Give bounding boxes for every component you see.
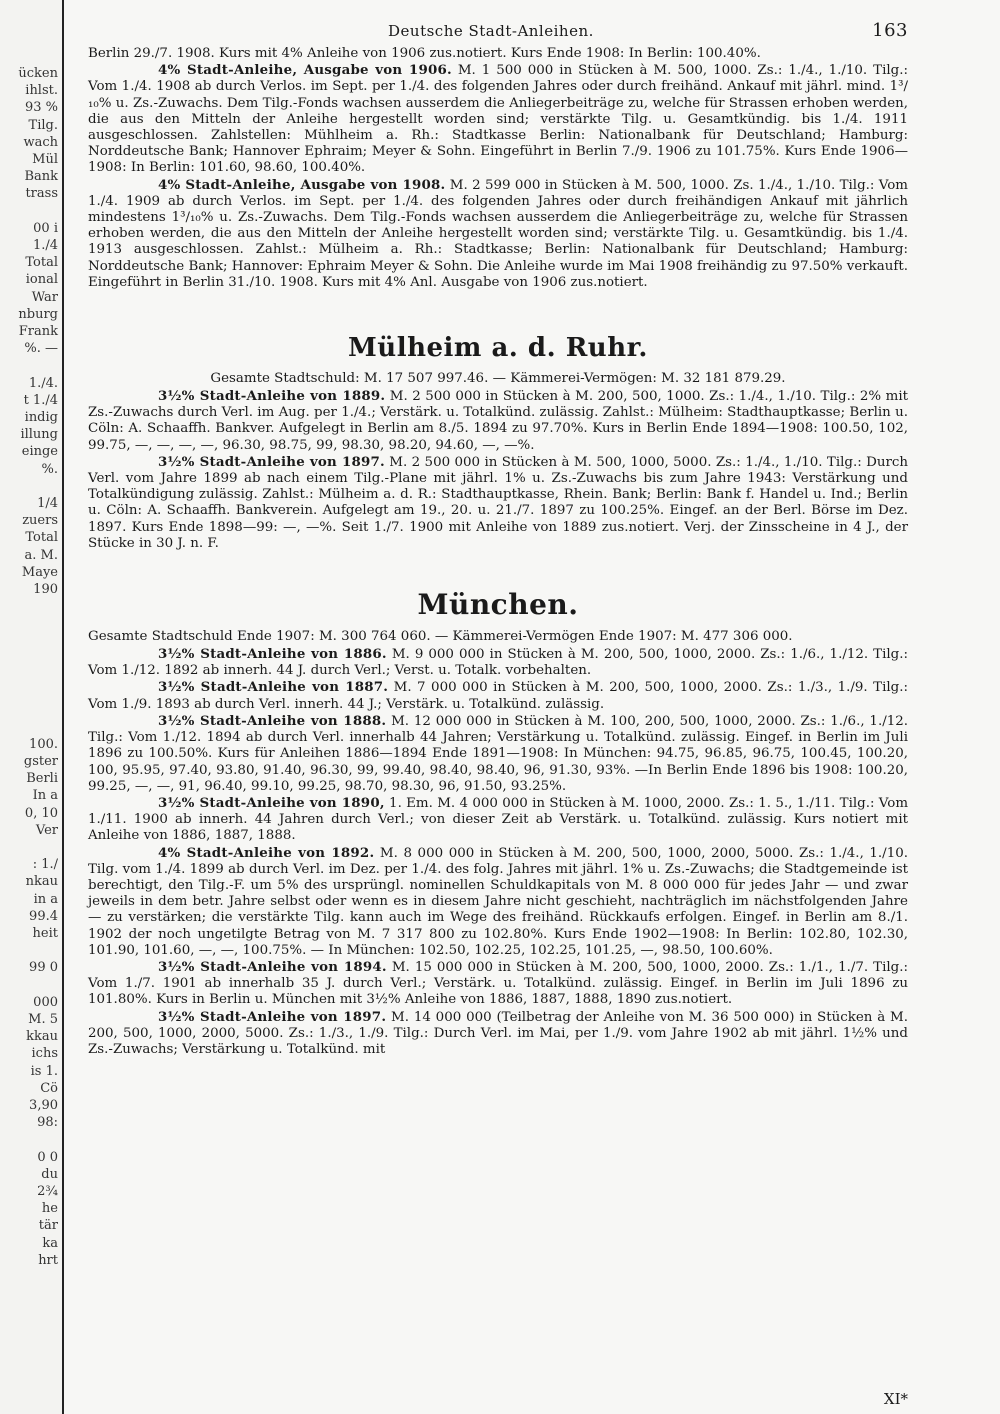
gutter-fragment: he	[41, 1201, 58, 1217]
continuation-text: Berlin 29./7. 1908. Kurs mit 4% Anleihe von 1906 zus.notiert. Kurs Ende 1908: In Berlin: 100.40%.	[88, 46, 761, 61]
page-number: 163	[872, 20, 908, 41]
gutter-fragment: Tilg.	[28, 117, 58, 133]
loan-text: M. 2 599 000 in Stücken à M. 500, 1000. Zs. 1./4., 1./10. Tilg.: Vom 1./4. 1909 ab durch Verlos. im Sept. per 1./4. des folgenden Jahres oder durch freihändigen Ankauf mit jährlich mindestens 1³/₁₀% u. Zs.-Zuwachs. Dem Tilg.-Fonds wachsen ausserdem die Anliegerbeiträge zu, welche für Strassen erhoben werden, die aus den Mitteln der Anleihe hergestellt worden sind; verstärkte Tilg. u. Gesamtkündig. bis 1./4. 1913 ausgeschlossen. Zahlst.: Mülheim a. Rh.: Stadtkasse; Berlin: Nationalbank für Deutschland; Hamburg: Norddeutsche Bank; Hannover: Ephraim Meyer & Sohn. Die Anleihe wurde im Mai 1908 freihändig zu 97.50% verkauft. Eingeführt in Berlin 31./10. 1908. Kurs mit 4% Anl. Ausgabe von 1906 zus.notiert.	[88, 177, 908, 290]
gutter-fragment: zuers	[22, 513, 58, 529]
muelheim-ruhr-section	[88, 388, 908, 552]
gutter-fragment: ihlst.	[25, 83, 58, 99]
city-heading-muelheim-ruhr: Mülheim a. d. Ruhr.	[348, 333, 648, 364]
gutter-fragment: Total	[25, 255, 58, 271]
gutter-fragment: Cö	[40, 1080, 58, 1096]
gutter-fragment: 3,90	[29, 1098, 58, 1113]
gutter-fragment: ka	[42, 1235, 58, 1251]
loan-title: 3½% Stadt-Anleihe von 1888.	[158, 712, 387, 729]
gutter-fragment: wach	[23, 134, 58, 150]
gutter-fragment: heit	[32, 926, 58, 941]
gutter-fragment: 2¾	[37, 1184, 58, 1199]
gutter-fragment: Mül	[32, 152, 58, 167]
gutter-fragment: : 1./	[32, 857, 58, 873]
gutter-fragment: is 1.	[30, 1063, 58, 1079]
running-title: Deutsche Stadt-Anleihen.	[388, 22, 594, 40]
loan-text: M. 8 000 000 in Stücken à M. 200, 500, 1000, 2000, 5000. Zs.: 1./4., 1./10. Tilg. vom 1./4. 1899 ab durch Verl. im Dez. per 1./4. des folg. Jahres mit jährl. 1% u. Zs.-Zuwachs; die Stadtgemeinde ist berechtigt, den Tilg.-F. um 5% des ursprüngl. nominellen Schuldkapitals von M. 8 000 000 für jedes Jahr — und zwar jeweils in dem betr. Jahre selbst oder wenn es in diesem Jahre nicht geschieht, nachträglich im nächstfolgenden Jahre — zu verstärken; die verstärkte Tilg. kann auch im Wege des freihänd. Rückkaufs erfolgen. Eingef. in Berlin am 8./1. 1902 der noch ungetilgte Betrag von M. 7 317 800 zu 102.80%. Kurs Ende 1902—1908: In Berlin: 102.80, 102.30, 101.90, 101.60, —, —, 100.75%. — In München: 102.50, 102.25, 102.25, 101.25, —, 98.50, 100.60%.	[88, 845, 908, 958]
gutter-fragment: 000	[33, 994, 58, 1010]
gutter-fragment: Maye	[21, 564, 58, 580]
gutter-fragment: Frank	[18, 324, 58, 339]
loan-text: M. 2 500 000 in Stücken à M. 200, 500, 1000. Zs.: 1./4., 1./10. Tilg.: 2% mit Zs.-Zuwachs durch Verl. im Aug. per 1./4.; Verstärk. u. Totalkünd. zulässig. Zahlst.: Mülheim: Stadthauptkasse; Berlin u. Cöln: A. Schaaffh. Bankver. Aufgelegt in Berlin am 8./5. 1894 zu 97.70%. Kurs in Berlin Ende 1894—1908: 100.50, 102, 99.75, —, —, —, —, 96.30, 98.75, 99, 98.30, 98.20, 94.60, —, —%.	[88, 389, 908, 453]
city-debt-summary: Gesamte Stadtschuld Ende 1907: M. 300 764 060. — Kämmerei-Vermögen Ende 1907: M. 477 306 000.	[88, 629, 793, 645]
loan-entry	[88, 177, 908, 291]
loan-title: 4% Stadt-Anleihe, Ausgabe von 1906.	[158, 62, 452, 79]
city-heading-muenchen: München.	[417, 588, 579, 622]
gutter-fragment: du	[41, 1166, 58, 1182]
loan-entry	[88, 454, 908, 552]
gutter-fragment: %.	[41, 461, 58, 477]
gutter-fragment: t 1./4	[23, 392, 58, 408]
gutter-fragment: 99.4	[29, 908, 58, 924]
loan-title: 3½% Stadt-Anleihe von 1886.	[158, 646, 387, 663]
gutter-fragment: ücken	[18, 66, 58, 81]
gutter-fragment: 00 i	[33, 220, 58, 236]
gutter-fragment: 1./4.	[28, 375, 58, 391]
loan-title: 3½% Stadt-Anleihe von 1894.	[158, 958, 387, 975]
gutter-fragment: ichs	[31, 1046, 58, 1062]
gutter-fragment: trass	[25, 186, 58, 202]
gutter-fragment: %. —	[24, 341, 58, 357]
loan-text: M. 12 000 000 in Stücken à M. 100, 200, 500, 1000, 2000. Zs.: 1./6., 1./12. Tilg.: Vom 1./12. 1894 ab durch Verl. innerhalb 44 Jahren; Verstärkung u. Totalkünd. zulässig. Eingef. in Berlin im Juli 1896 zu 100.50%. Kurs für Anleihen 1886—1894 Ende 1891—1908: In München: 94.75, 96.85, 96.75, 100.45, 100.20, 100, 95.95, 97.40, 93.80, 91.40, 96.30, 99, 99.40, 98.40, 98.40, 96, 91.30, 93%. —In Berlin Ende 1896 bis 1908: 100.20, 99.25, —, —, 91, 96.40, 99.10, 99.25, 98.70, 98.30, 96, 91.50, 93.25%.	[88, 713, 909, 794]
loan-text: M. 15 000 000 in Stücken à M. 200, 500, 1000, 2000. Zs.: 1./1., 1./7. Tilg.: Vom 1./7. 1901 ab innerhalb 35 J. durch Verl.; Verstärk. u. Totalkünd. zulässig. Eingef. in Berlin im Juli 1896 zu 101.80%. Kurs in Berlin u. München mit 3½% Anleihe von 1886, 1887, 1888, 1890 zus.notiert.	[88, 959, 909, 1008]
loan-title: 4% Stadt-Anleihe, Ausgabe von 1908.	[158, 176, 446, 193]
gutter-fragment: nburg	[18, 306, 58, 322]
gutter-fragment: Bank	[24, 169, 58, 185]
loan-entry	[88, 845, 908, 959]
gutter-fragment: 0, 10	[24, 805, 58, 821]
loan-entry	[88, 646, 908, 679]
gutter-fragment: tär	[38, 1218, 58, 1234]
gutter-fragment: hrt	[38, 1252, 58, 1268]
gutter-fragment: Total	[25, 530, 58, 546]
loan-title: 3½% Stadt-Anleihe von 1897.	[158, 1008, 387, 1025]
gutter-fragment: In a	[32, 788, 58, 804]
gutter-fragment: in a	[33, 891, 58, 907]
loan-title: 3½% Stadt-Anleihe von 1887.	[158, 679, 389, 696]
city-debt-summary: Gesamte Stadtschuld: M. 17 507 997.46. — Kämmerei-Vermögen: M. 32 181 879.29.	[210, 371, 786, 387]
gutter-fragment: illung	[20, 427, 58, 443]
loan-text: M. 7 000 000 in Stücken à M. 200, 500, 1000, 2000. Zs.: 1./3., 1./9. Tilg.: Vom 1./9. 1893 ab durch Verl. innerh. 44 J.; Verstärk. u. Totalkünd. zulässig.	[88, 680, 908, 712]
loan-text: M. 1 500 000 in Stücken à M. 500, 1000. Zs.: 1./4., 1./10. Tilg.: Vom 1./4. 1908 ab durch Verlos. im Sept. per 1./4. des folgenden Jahres oder durch freihänd. Ankauf mit jährl. mind. 1³/₁₀% u. Zs.-Zuwachs. Dem Tilg.-Fonds wachsen ausserdem die Anliegerbeiträge zu, welche für Strassen erhoben werden, die aus den Mitteln der Anleihe hergestellt worden sind; verstärkte Tilg. u. Gesamtkündig. bis 1./4. 1911 ausgeschlossen. Zahlstellen: Mühlheim a. Rh.: Stadtkasse Berlin: Nationalbank für Deutschland; Hamburg: Norddeutsche Bank; Hannover Ephraim; Meyer & Sohn. Eingeführt in Berlin 7./9. 1906 zu 101.75%. Kurs Ende 1906—1908: In Berlin: 101.60, 98.60, 100.40%.	[88, 63, 908, 176]
gutter-fragment: Berli	[26, 771, 58, 787]
gutter-fragment: 0 0	[37, 1149, 58, 1165]
loan-entry	[88, 795, 908, 845]
muelheim-rh-continuation	[88, 46, 908, 291]
loan-title: 3½% Stadt-Anleihe von 1890,	[158, 794, 385, 811]
gutter-fragment: einge	[21, 444, 58, 460]
loan-title: 4% Stadt-Anleihe von 1892.	[158, 844, 375, 861]
loan-text: M. 14 000 000 (Teilbetrag der Anleihe von M. 36 500 000) in Stücken à M. 200, 500, 1000, 2000, 5000. Zs.: 1./3., 1./9. Tilg.: Durch Verl. im Mai, per 1./9. vom Jahre 1902 ab mit jährl. 1½% und Zs.-Zuwachs; Verstärkung u. Totalkünd. mit	[88, 1009, 909, 1057]
gutter-fragment: a. M.	[24, 547, 58, 563]
page	[88, 18, 908, 1058]
gutter-fragment: nkau	[25, 874, 58, 890]
loan-title: 3½% Stadt-Anleihe von 1897.	[158, 453, 385, 470]
left-margin-gutter	[0, 0, 64, 1414]
loan-entry	[88, 1009, 908, 1059]
gutter-fragment: M. 5	[28, 1012, 58, 1027]
gutter-fragment: War	[31, 289, 58, 305]
loan-text: 1. Em. M. 4 000 000 in Stücken à M. 1000, 2000. Zs.: 1. 5., 1./11. Tilg.: Vom 1./11. 1900 ab innerh. 44 Jahren durch Verl.; von dieser Zeit ab Verstärk. u. Totalkünd. zulässig. Kurs notiert mit Anleihe von 1886, 1887, 1888.	[88, 795, 909, 844]
gutter-fragment: kkau	[26, 1029, 58, 1045]
muenchen-section	[88, 646, 908, 1058]
gutter-fragment: ional	[25, 272, 58, 288]
gutter-fragment: 190	[33, 582, 58, 597]
gutter-fragment: 99 0	[29, 960, 58, 976]
loan-entry	[88, 959, 908, 1009]
gutter-fragment: 1/4	[37, 496, 58, 511]
loan-text: M. 2 500 000 in Stücken à M. 500, 1000, 5000. Zs.: 1./4., 1./10. Tilg.: Durch Verl. vom Jahre 1899 ab nach einem Tilg.-Plane mit jährl. 1% u. Zs.-Zuwachs bis zum Jahre 1943: Verstärkung und Totalkündigung zulässig. Zahlst.: Mülheim a. d. R.: Stadthauptkasse, Rhein. Bank; Berlin: Bank f. Handel u. Ind.; Berlin u. Cöln: A. Schaaffh. Bankverein. Aufgelegt am 19., 20. u. 21./7. 1897 zu 100.25%. Eingef. an der Berl. Börse im Dez. 1897. Kurs Ende 1898—99: —, —%. Seit 1./7. 1900 mit Anleihe von 1889 zus.notiert. Verj. der Zinsscheine in 4 J., der Stücke in 30 J. n. F.	[88, 454, 908, 551]
loan-title: 3½% Stadt-Anleihe von 1889.	[158, 388, 386, 405]
gutter-fragment: 1./4	[32, 238, 58, 253]
gutter-fragment: 98:	[37, 1115, 58, 1131]
gutter-fragment: gster	[23, 754, 58, 769]
loan-entry	[88, 388, 908, 454]
loan-entry	[88, 679, 908, 712]
loan-entry	[88, 62, 908, 176]
gutter-fragment: Ver	[35, 822, 58, 838]
gutter-fragment: indig	[24, 410, 58, 425]
signature-mark: XI*	[883, 1390, 908, 1408]
running-head	[88, 18, 908, 46]
gutter-fragment: 93 %	[24, 100, 58, 116]
loan-text: M. 9 000 000 in Stücken à M. 200, 500, 1000, 2000. Zs.: 1./6., 1./12. Tilg.: Vom 1./12. 1892 ab innerh. 44 J. durch Verl.; Verst. u. Totalk. vorbehalten.	[88, 647, 909, 679]
gutter-fragment: 100.	[29, 736, 58, 752]
loan-entry	[88, 713, 908, 795]
